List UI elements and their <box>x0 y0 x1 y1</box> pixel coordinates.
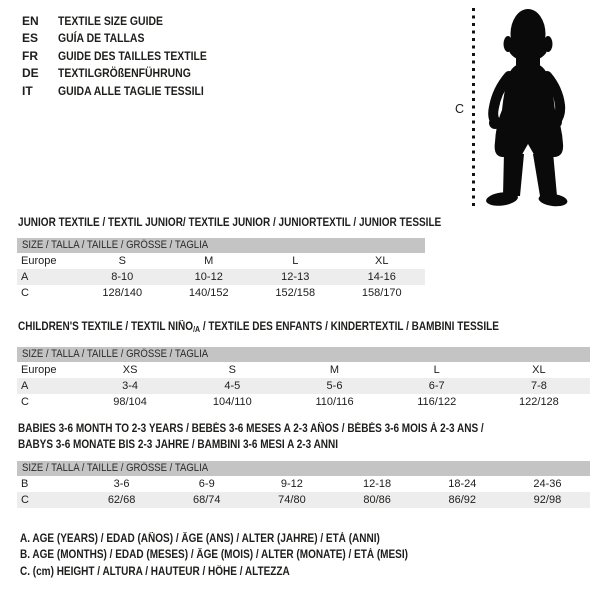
lang-row-fr <box>22 48 229 65</box>
row-label: C <box>21 396 29 408</box>
baby-silhouette-icon <box>483 4 578 208</box>
age-cell: 18-24 <box>448 478 477 490</box>
junior-section-title: JUNIOR TEXTILE / TEXTIL JUNIOR/ TEXTILE JUNIOR / JUNIORTEXTIL / JUNIOR TESSILE <box>18 217 442 229</box>
babies-section-title: BABIES 3-6 MONTH TO 2-3 YEARS / BEBÉS 3-6 MESES A 2-3 AÑOS / BÉBÉS 3-6 MOIS À 2-3 ANS / BABYS 3-6 MONATE BIS 2-3 JAHRE / BAMBINI 3-6 MESI A 2-3 ANNI <box>18 423 484 451</box>
size-cell: S <box>228 364 236 376</box>
height-cell: 110/116 <box>315 396 354 408</box>
language-title-list <box>22 13 229 100</box>
age-cell: 12-18 <box>363 478 392 490</box>
size-cell: XS <box>122 364 138 376</box>
lang-title: TEXTILE SIZE GUIDE <box>58 14 163 28</box>
lang-row-es <box>22 30 229 47</box>
height-cell: 152/158 <box>275 287 316 299</box>
table-row-age-months <box>17 476 590 492</box>
height-cell: 128/140 <box>102 287 143 299</box>
children-size-table <box>17 347 590 410</box>
age-cell: 9-12 <box>280 478 303 490</box>
height-cell: 80/86 <box>363 494 391 506</box>
table-row-age <box>17 378 590 394</box>
age-cell: 24-36 <box>533 478 562 490</box>
size-header-bar: SIZE / TALLA / TAILLE / GRÖSSE / TAGLIA <box>17 238 425 253</box>
lang-row-en <box>22 13 229 30</box>
height-cell: 92/98 <box>533 494 562 506</box>
age-cell: 12-13 <box>281 271 310 283</box>
table-row-height <box>17 394 590 410</box>
size-cell: S <box>118 255 126 267</box>
size-cell: M <box>204 255 214 267</box>
height-dotted-line <box>472 8 475 206</box>
age-cell: 6-7 <box>428 380 445 392</box>
row-label: A <box>21 271 29 283</box>
size-cell: M <box>329 364 340 376</box>
lang-row-de <box>22 65 229 82</box>
lang-code: IT <box>22 83 33 98</box>
age-cell: 10-12 <box>194 271 223 283</box>
height-cell: 86/92 <box>448 494 477 506</box>
age-cell: 3-4 <box>122 380 139 392</box>
lang-title: TEXTILGRÖßENFÜHRUNG <box>58 66 191 81</box>
size-header-bar: SIZE / TALLA / TAILLE / GRÖSSE / TAGLIA <box>17 461 590 476</box>
table-row-age <box>17 269 425 285</box>
measure-legend <box>20 531 466 580</box>
row-label: B <box>21 478 29 490</box>
lang-title: GUIDE DES TAILLES TEXTILE <box>58 48 207 63</box>
height-cell: 74/80 <box>278 494 306 506</box>
age-cell: 3-6 <box>113 478 130 490</box>
height-cell: 98/104 <box>113 396 147 408</box>
age-cell: 5-6 <box>326 380 343 392</box>
row-label: A <box>21 380 29 392</box>
junior-size-table <box>17 238 425 301</box>
age-cell: 14-16 <box>367 271 396 283</box>
size-cell: L <box>433 364 440 376</box>
row-label: C <box>21 494 29 506</box>
table-row-height <box>17 285 425 301</box>
height-cell: 140/152 <box>188 287 229 299</box>
lang-title: GUIDA ALLE TAGLIE TESSILI <box>58 83 204 98</box>
height-cell: 68/74 <box>192 494 221 506</box>
lang-row-it <box>22 83 229 100</box>
size-cell: XL <box>375 255 389 267</box>
size-cell: XL <box>532 364 546 376</box>
height-cell: 62/68 <box>107 494 136 506</box>
row-label: Europe <box>21 364 57 376</box>
height-cell: 122/128 <box>519 396 559 408</box>
table-row-height <box>17 492 590 508</box>
row-label: C <box>21 287 29 299</box>
lang-title: GUÍA DE TALLAS <box>58 31 145 46</box>
lang-code: EN <box>22 14 39 28</box>
legend-line-a: A. AGE (YEARS) / EDAD (AÑOS) / ÂGE (ANS) / ALTER (JAHRE) / ETÀ (ANNI) <box>20 533 380 545</box>
lang-code: DE <box>22 66 39 81</box>
table-row-europe <box>17 253 425 269</box>
age-cell: 7-8 <box>530 380 547 392</box>
height-cell: 104/110 <box>212 396 252 408</box>
children-section-title: CHILDREN'S TEXTILE / TEXTIL $NIÑO_{/A}$ / TEXTILE DES ENFANTS / KINDERTEXTIL / BAMBINI TESSILE <box>18 321 499 334</box>
lang-code: ES <box>22 31 39 46</box>
legend-line-b: B. AGE (MONTHS) / EDAD (MESES) / ÂGE (MOIS) / ALTER (MONATE) / ETÀ (MESI) <box>20 549 408 562</box>
age-cell: 8-10 <box>111 271 134 283</box>
table-row-europe <box>17 362 590 378</box>
age-cell: 6-9 <box>198 478 215 490</box>
height-cell: 116/122 <box>417 396 457 408</box>
height-measure-label: C <box>455 102 465 116</box>
size-header-bar: SIZE / TALLA / TAILLE / GRÖSSE / TAGLIA <box>17 347 590 362</box>
legend-line-c: C. (cm) HEIGHT / ALTURA / HAUTEUR / HÖHE / ALTEZZA <box>20 565 290 578</box>
lang-code: FR <box>22 48 38 63</box>
age-cell: 4-5 <box>224 380 241 392</box>
height-cell: 158/170 <box>361 287 402 299</box>
row-label: Europe <box>21 255 57 267</box>
size-cell: L <box>292 255 299 267</box>
babies-size-table <box>17 461 590 508</box>
